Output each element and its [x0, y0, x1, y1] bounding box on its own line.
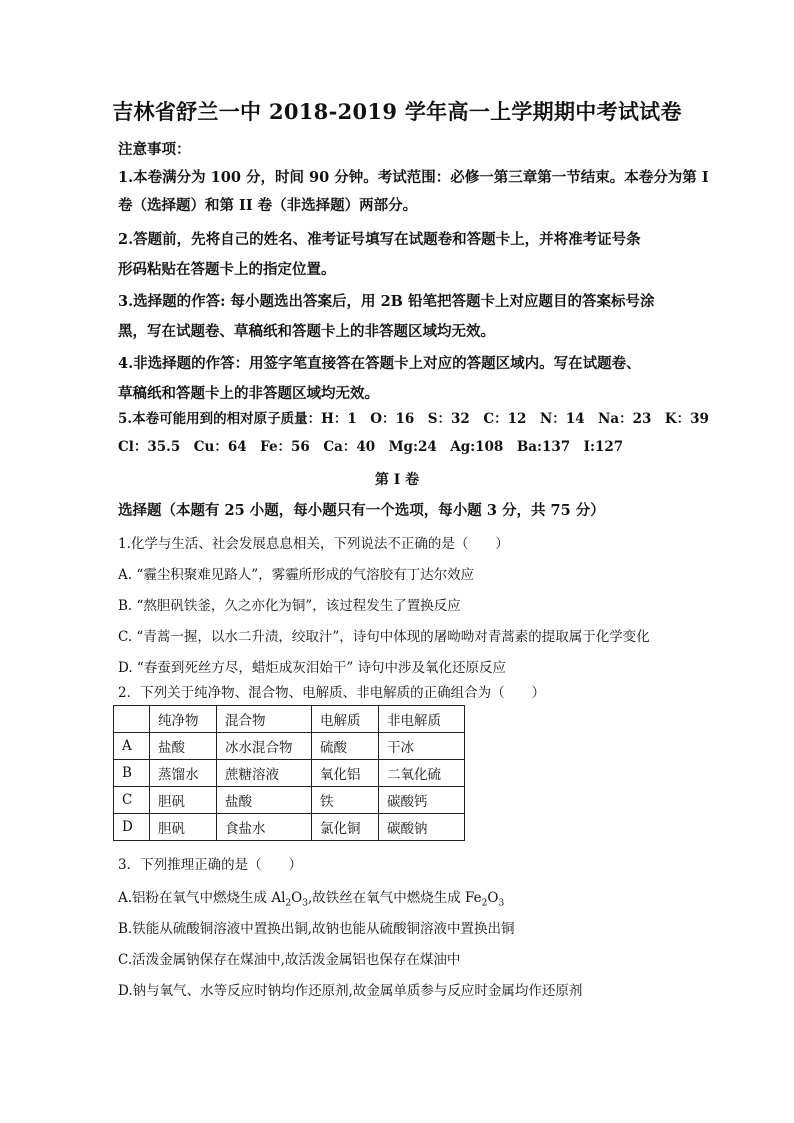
- formula-text: O: [487, 890, 499, 906]
- table-cell: 纯净物: [150, 706, 217, 733]
- table-cell: C: [114, 787, 150, 814]
- table-cell: 蒸馏水: [150, 760, 217, 787]
- table-cell: 氯化铜: [312, 814, 379, 841]
- notice-line: 黑，写在试题卷、草稿纸和答题卡上的非答题区域均无效。: [118, 323, 495, 340]
- table-cell: 碳酸钙: [379, 787, 465, 814]
- table-cell: 硫酸: [312, 733, 379, 760]
- section-description: 选择题（本题有 25 小题，每小题只有一个选项，每小题 3 分，共 75 分）: [118, 502, 605, 519]
- question-3-option: D.钠与氧气、水等反应时钠均作还原剂,故金属单质参与反应时金属均作还原剂: [118, 983, 583, 999]
- table-cell: 胆矾: [150, 814, 217, 841]
- notice-line: 草稿纸和答题卡上的非答题区域均无效。: [118, 385, 379, 402]
- table-cell: A: [114, 733, 150, 760]
- subscript: 3: [302, 898, 308, 909]
- subscript: 2: [285, 898, 292, 909]
- table-cell: 盐酸: [150, 733, 217, 760]
- classification-table: [113, 705, 465, 841]
- table-cell: 食盐水: [217, 814, 312, 841]
- table-cell: 盐酸: [217, 787, 312, 814]
- formula-text: ,故铁丝在氧气中燃烧生成 Fe: [307, 890, 482, 906]
- table-cell: 混合物: [217, 706, 312, 733]
- notice-line: Cl：35.5 Cu：64 Fe：56 Ca：40 Mg:24 Ag:108 Ba:137 I:127: [118, 439, 624, 455]
- question-1-option: A. “霾尘积聚难见路人”，雾霾所形成的气溶胶有丁达尔效应: [118, 567, 475, 583]
- table-cell: 电解质: [312, 706, 379, 733]
- notice-line: 卷（选择题）和第 II 卷（非选择题）两部分。: [118, 197, 418, 214]
- table-cell: 碳酸钠: [379, 814, 465, 841]
- table-cell: [114, 706, 150, 733]
- question-1-option: D. “春蚕到死丝方尽，蜡炬成灰泪始干” 诗句中涉及氧化还原反应: [118, 660, 507, 676]
- table-row: [114, 814, 465, 841]
- subscript: 2: [481, 898, 488, 909]
- table-cell: 冰水混合物: [217, 733, 312, 760]
- notice-line: 1.本卷满分为 100 分，时间 90 分钟。考试范围：必修一第三章第一节结束。本卷分为第 I: [118, 169, 709, 186]
- question-2-stem: 2．下列关于纯净物、混合物、电解质、非电解质的正确组合为（ ）: [118, 685, 546, 701]
- notice-line: 3.选择题的作答: 每小题选出答案后，用 2B 铅笔把答题卡上对应题目的答案标号涂: [118, 293, 655, 310]
- formula-text: O: [291, 890, 303, 906]
- table-row: [114, 760, 465, 787]
- question-3-option: C.活泼金属钠保存在煤油中,故活泼金属铝也保存在煤油中: [118, 952, 461, 968]
- question-3-option-a: [118, 886, 504, 909]
- formula-text: A.铝粉在氧气中燃烧生成 Al: [118, 890, 286, 906]
- table-cell: 非电解质: [379, 706, 465, 733]
- table-cell: 胆矾: [150, 787, 217, 814]
- notice-line: 2.答题前，先将自己的姓名、准考证号填写在试题卷和答题卡上，并将准考证号条: [118, 231, 641, 248]
- section-title: 第 I 卷: [374, 472, 420, 488]
- question-1-stem: 1.化学与生活、社会发展息息相关，下列说法不正确的是（ ）: [118, 536, 509, 552]
- question-3-option: B.铁能从硫酸铜溶液中置换出铜,故钠也能从硫酸铜溶液中置换出铜: [118, 921, 515, 937]
- table-row: [114, 733, 465, 760]
- table-cell: 二氧化硫: [379, 760, 465, 787]
- question-1-option: B. “熬胆矾铁釜，久之亦化为铜”，该过程发生了置换反应: [118, 598, 461, 614]
- notice-line: 形码粘贴在答题卡上的指定位置。: [118, 261, 336, 278]
- notice-heading: 注意事项：: [118, 141, 191, 158]
- table-cell: 氧化铝: [312, 760, 379, 787]
- table-cell: 铁: [312, 787, 379, 814]
- notice-line: 4.非选择题的作答：用签字笔直接答在答题卡上对应的答题区域内。写在试题卷、: [118, 355, 641, 372]
- table-header-row: [114, 706, 465, 733]
- question-3-stem: 3．下列推理正确的是（ ）: [118, 857, 303, 873]
- exam-title: 吉林省舒兰一中 2018-2019 学年高一上学期期中考试试卷: [112, 99, 682, 124]
- notice-line: 5.本卷可能用到的相对原子质量：H：1 O：16 S：32 C：12 N：14 Na：23 K：39: [118, 411, 709, 427]
- table-cell: B: [114, 760, 150, 787]
- subscript: 3: [498, 898, 505, 909]
- question-1-option: C. “青蒿一握，以水二升渍，绞取汁”，诗句中体现的屠呦呦对青蒿素的提取属于化学变化: [118, 629, 650, 645]
- table-cell: D: [114, 814, 150, 841]
- table-cell: 干冰: [379, 733, 465, 760]
- table-cell: 蔗糖溶液: [217, 760, 312, 787]
- table-row: [114, 787, 465, 814]
